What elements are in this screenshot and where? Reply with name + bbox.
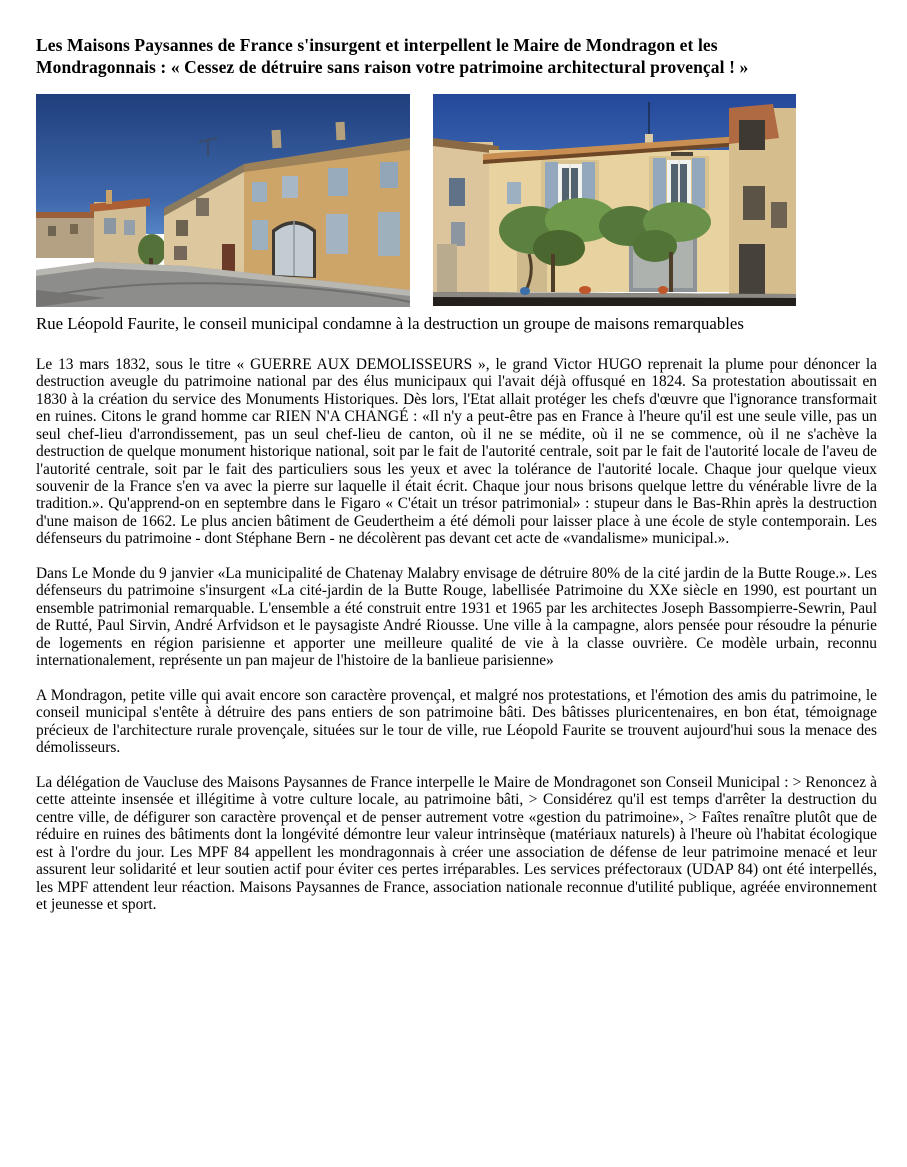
- right-neighbor-building: [729, 104, 796, 296]
- paragraph-butte-rouge: Dans Le Monde du 9 janvier «La municipalité de Chatenay Malabry envisage de détruire 80% de la cité jardin de la Butte Rouge.». Les défenseurs du patrimoine s'insurgent «La cité-jardin de la Butte Rouge, labellisée Patrimoine du XXe siècle en 1990, est pourtant un ensemble patrimonial remarquable. L'ensemble a été construit entre 1931 et 1965 par les architectes Joseph Bassompierre-Sewrin, Paul de Rutté, Paul Sirvin, André Arfvidson et le paysagiste André Riousse. Une ville à la campagne, alors pensée pour résoudre la pénurie de logements en région parisienne et apporter une meilleure qualité de vie à la classe ouvrière. Ce modèle urbain, reconnu internationalement, représente un pan majeur de l'histoire de la banlieue parisienne»: [36, 564, 877, 670]
- paragraph-hugo-demolisseurs: Le 13 mars 1832, sous le titre « GUERRE AUX DEMOLISSEURS », le grand Victor HUGO reprenait la plume pour dénoncer la destruction aveugle du patrimoine national par des élus municipaux qui l'avait déjà offusqué en 1824. Sa protestation aboutissait en 1830 à la création du service des Monuments Historiques. Dès lors, l'Etat allait protéger les chefs d'œuvre que l'ignorance transformait en ruines. Citons le grand homme car RIEN N'A CHANGÉ : «Il n'y a peut-être pas en France à l'heure qu'il est une seule ville, pas un seul chef-lieu d'arrondissement, pas un seul chef-lieu de canton, où il ne se médite, où il ne se commence, où il ne s'achève la destruction de quelque monument historique national, soit par le fait de l'autorité centrale, soit par le fait de l'autorité locale de l'aveu de l'autorité centrale, soit par le fait des particuliers sous les yeux et avec la tolérance de l'autorité locale. Chaque jour quelque vieux souvenir de la France s'en va avec la pierre sur laquelle il était écrit. Chaque jour nous brisons quelque lettre du vénérable livre de la tradition.». Qu'apprend-on en septembre dans le Figaro « C'était un trésor patrimonial» : stupeur dans le Bas-Rhin après la destruction d'une maison de 1662. Le plus ancien bâtiment de Geudertheim a été démoli pour laisser place à une école de style contemporain. Les défenseurs du patrimoine - dont Stéphane Bern - ne décolèrent pas devant cet acte de «vandalisme» municipal.».: [36, 355, 877, 548]
- document-title: [36, 34, 875, 78]
- photo-house-vine-image: [433, 94, 796, 306]
- photo-street-corner-image: [36, 94, 410, 307]
- title-line-2: Mondragonnais : « Cessez de détruire sans raison votre patrimoine architectural provençal ! »: [36, 57, 749, 78]
- arched-door: [272, 220, 316, 278]
- paragraph-delegation-vaucluse: La délégation de Vaucluse des Maisons Paysannes de France interpelle le Maire de Mondragonet son Conseil Municipal : > Renoncez à cette atteinte insensée et illégitime à votre culture locale, au patrimoine bâti, > Considérez qu'il est temps d'arrêter la destruction du centre ville, de défigurer son caractère provençal et de penser autrement votre «gestion du patrimoine», > Faîtes renaître plutôt que de réduire en ruines des bâtiments dont la longévité démontre leur valeur intrinsèque (matériaux naturels) à l'heure où l'habitat écologique est à l'ordre du jour. Les MPF 84 appellent les mondragonnais à créer une association de défense de leur patrimoine menacé et leur assurent leur solidarité et leur soutien actif pour éviter ces pertes irréparables. Les services préfectoraux (UDAP 84) ont été interpellés, les MPF attendent leur réaction. Maisons Paysannes de France, association nationale reconnue d'utilité publique, agréée environnement et jeunesse et sport.: [36, 773, 877, 914]
- photo-street-corner: [36, 94, 410, 307]
- photo-house-vine: [433, 94, 796, 307]
- photo-row: [36, 94, 875, 307]
- paragraph-mondragon: A Mondragon, petite ville qui avait encore son caractère provençal, et malgré nos protestations, et l'émotion des amis du patrimoine, le conseil municipal s'entête à détruire des pans entiers de son patrimoine bâti. Des bâtisses pluricentenaires, en bon état, témoignage précieux de l'architecture rurale provençale, situées sur le tour de ville, rue Léopold Faurite se trouvent aujourd'hui sous la menace des démolisseurs.: [36, 686, 877, 757]
- article-body: [36, 356, 877, 914]
- window-right-shuttered: [649, 156, 709, 210]
- photo-caption: Rue Léopold Faurite, le conseil municipal condamne à la destruction un groupe de maisons remarquables: [36, 314, 744, 334]
- title-line-1: Les Maisons Paysannes de France s'insurgent et interpellent le Maire de Mondragon et les: [36, 35, 718, 55]
